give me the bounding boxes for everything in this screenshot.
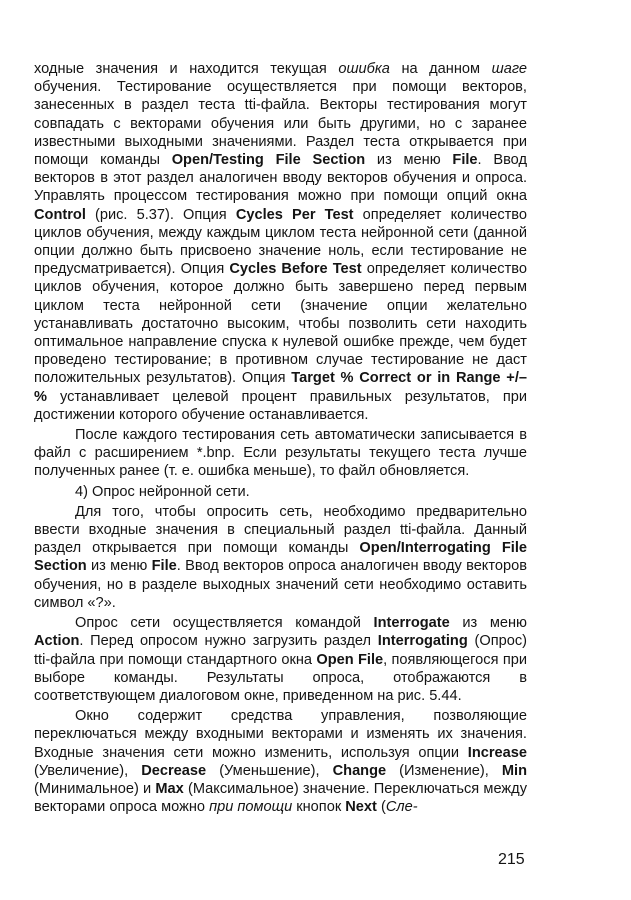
bold-term: Target % Correct or in Range +/– % [34,370,527,405]
bold-term: Control [34,206,86,223]
bold-term: Next [345,799,377,816]
text-run: из меню [449,615,528,632]
bold-term: Change [332,762,387,779]
paragraph [34,503,527,612]
paragraph [34,60,527,424]
italic-text: Сле- [385,799,418,816]
body-text [34,60,527,818]
italic-text: ошибка [338,61,390,77]
text-run: (рис. 5.37). Опция [85,206,236,223]
bold-term: File [452,152,478,169]
text-run: , появляющегося при выборе команды. Результаты опроса, отображаются в соответствующем диалоговом окне, приведенном на рис. 5.44. [34,651,527,704]
text-run: . Ввод векторов опроса аналогичен вводу векторов обучения, но в разделе выходных значений сети необходимо оставить символ «?». [34,558,527,611]
text-run: ходные значения и находится текущая [34,61,339,77]
text-run: 4) Опрос нейронной сети. [75,483,250,500]
paragraph [34,483,527,501]
text-run: Опрос сети осуществляется командой [75,615,374,632]
bold-term: Max [155,780,184,797]
text-run: . Перед опросом нужно загрузить раздел [79,633,378,650]
text-run: После каждого тестирования сеть автоматически записывается в файл с расширением *.bnp. Если результаты текущего теста лучше полученных ранее (т. е. ошибка меньше), то файл обновляется. [34,427,527,480]
text-run: (Изменение), [386,762,502,779]
italic-text: при помощи [209,799,293,816]
text-run: Для того, чтобы опросить сеть, необходимо предварительно ввести входные значения в специальный раздел tti-файла. Данный раздел открывается при помощи команды [34,503,527,557]
bold-term: Cycles Before Test [229,261,362,278]
text-run: (Максимальное) значение. Переключаться между векторами опроса можно [34,780,527,816]
text-run: из меню [365,152,453,169]
paragraph [34,426,527,481]
bold-term: Increase [467,744,527,761]
text-run: (Минимальное) и [34,780,156,797]
text-run: на данном [389,61,492,77]
text-run: из меню [86,558,152,575]
text-run: (Увеличение), [34,762,142,779]
page-number: 215 [498,851,525,868]
bold-term: Cycles Per Test [235,206,354,223]
bold-term: Decrease [141,762,207,779]
bold-term: Min [501,762,527,779]
bold-term: Action [34,633,80,650]
italic-text: шаге [491,61,527,77]
bold-term: Open/Interrogating File Section [34,540,527,575]
bold-term: Interrogating [377,633,468,650]
paragraph [34,614,527,705]
bold-term: Open/Testing File Section [171,152,366,169]
bold-term: File [151,558,177,575]
text-run: кнопок [292,799,346,816]
text-run: устанавливает целевой процент правильных результатов, при достижении которого обучение останавливается. [34,388,527,423]
text-run: . Ввод векторов в этот раздел аналогичен вводу векторов обучения и опроса. Управлять процессом тестирования можно при помощи опций окна [34,152,527,205]
text-run: Окно содержит средства управления, позволяющие переключаться между входными векторами и изменять их значения. Входные значения сети можно изменить, используя опции [34,708,527,761]
text-run: ( [376,799,386,816]
text-run: определяет количество циклов обучения, которое должно быть завершено перед первым циклом теста нейронной сети (значение опции желательно устанавливать достаточно высоким, чтобы позволить сети находить оптимальное направление спуска к нулевой ошибке прежде, чем будет проведено тестирование; в противном случае тестирование не даст положительных результатов). Опция [34,261,527,387]
text-run: (Опрос) tti-файла при помощи стандартного окна [34,633,527,668]
bold-term: Open File [316,651,384,668]
paragraph [34,707,527,816]
bold-term: Interrogate [373,615,450,632]
text-run: (Уменьшение), [206,762,333,779]
text-run: обучения. Тестирование осуществляется при помощи векторов, занесенных в раздел теста tti-файла. Векторы тестирования могут совпадать с векторами обучения или быть другими, но с заранее известными выходными значениями. Раздел теста открывается при помощи команды [34,79,527,169]
text-run: определяет количество циклов обучения, между каждым циклом теста нейронной сети (данной опции должно быть присвоено значение ноль, если тестирование не предусматривается). Опция [34,206,528,278]
